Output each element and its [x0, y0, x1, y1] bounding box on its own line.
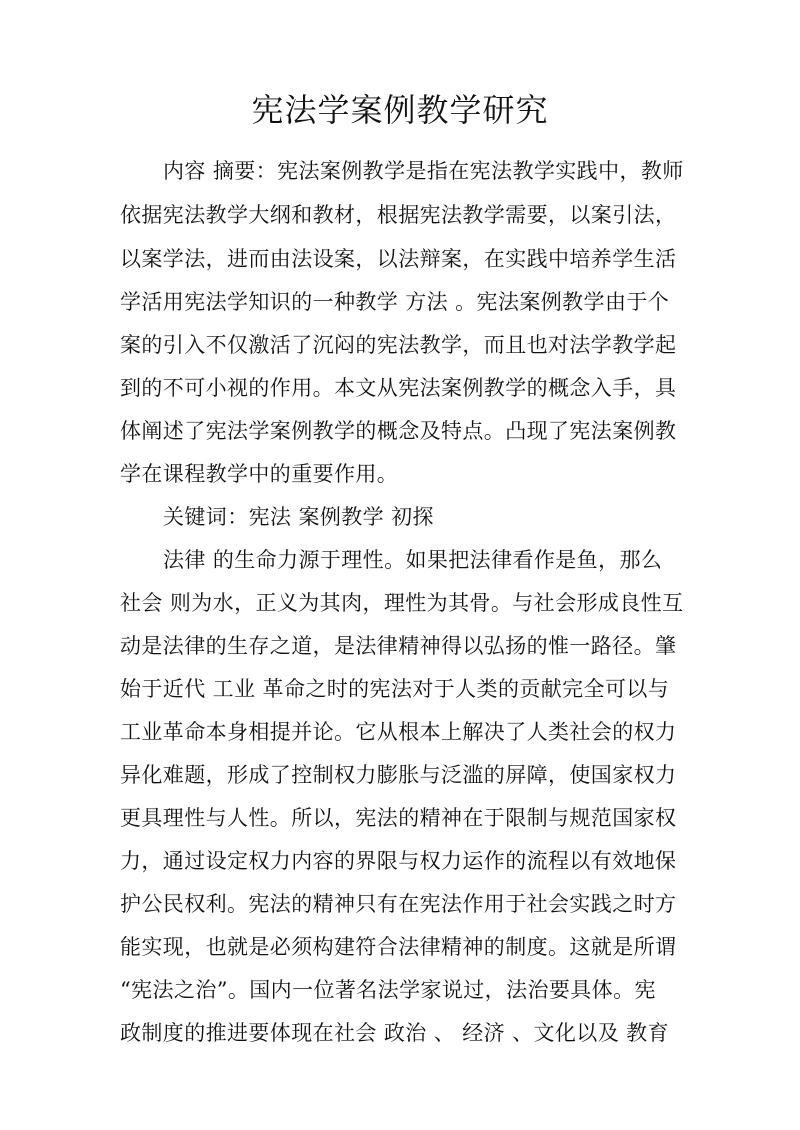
body-line: 力，通过设定权力内容的界限与权力运作的流程以有效地保 — [120, 849, 677, 873]
body-line: 社会 则为水，正义为其肉，理性为其骨。与社会形成良性互 — [120, 591, 684, 615]
abstract-line: 到的不可小视的作用。本文从宪法案例教学的概念入手，具 — [120, 376, 677, 400]
abstract-line: 以案学法，进而由法设案，以法辩案，在实践中培养学生活 — [120, 247, 677, 271]
keywords-line: 关键词：宪法 案例教学 初探 — [163, 505, 434, 529]
body-line: 始于近代 工业 革命之时的宪法对于人类的贡献完全可以与 — [120, 677, 670, 701]
abstract-line: 学活用宪法学知识的一种教学 方法 。宪法案例教学由于个 — [120, 290, 670, 314]
document-title: 宪法学案例教学研究 — [251, 91, 549, 129]
abstract-line: 依据宪法教学大纲和教材，根据宪法教学需要，以案引法， — [120, 203, 677, 227]
body-line: 能实现，也就是必须构建符合法律精神的制度。这就是所谓 — [120, 935, 677, 959]
body-line: 动是法律的生存之道，是法律精神得以弘扬的惟一路径。肇 — [120, 634, 677, 658]
body-line: 异化难题，形成了控制权力膨胀与泛滥的屏障，使国家权力 — [120, 763, 677, 787]
abstract-line: 学在课程教学中的重要作用。 — [120, 462, 399, 486]
body-line: 护公民权利。宪法的精神只有在宪法作用于社会实践之时方 — [120, 892, 677, 916]
abstract-line: 内容 摘要：宪法案例教学是指在宪法教学实践中，教师 — [163, 159, 684, 183]
body-line: 工业革命本身相提并论。它从根本上解决了人类社会的权力 — [120, 720, 677, 744]
body-line: 政制度的推进要体现在社会 政治 、 经济 、文化以及 教育 — [120, 1021, 669, 1045]
abstract-line: 案的引入不仅激活了沉闷的宪法教学，而且也对法学教学起 — [120, 333, 677, 357]
body-line: “宪法之治”。国内一位著名法学家说过，法治要具体。宪 — [120, 978, 656, 1002]
body-line: 法律 的生命力源于理性。如果把法律看作是鱼，那么 — [163, 548, 663, 572]
abstract-line: 体阐述了宪法学案例教学的概念及特点。凸现了宪法案例教 — [120, 419, 677, 443]
body-line: 更具理性与人性。所以，宪法的精神在于限制与规范国家权 — [120, 806, 677, 830]
